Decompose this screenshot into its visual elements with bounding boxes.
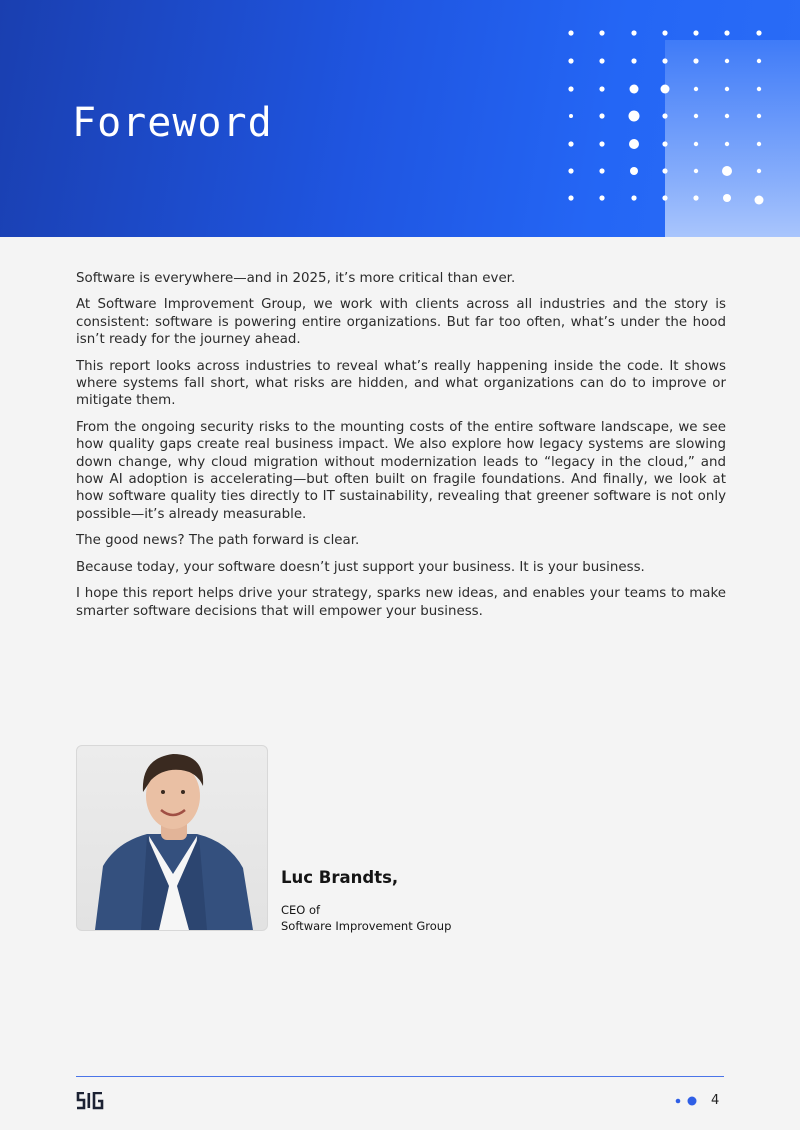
author-name: Luc Brandts,: [281, 868, 399, 887]
author-role-line1: CEO of: [281, 903, 321, 917]
paragraph: Because today, your software doesn’t just support your business. It is your business.: [76, 559, 645, 575]
page-title: Foreword: [72, 100, 273, 146]
paragraph: At Software Improvement Group, we work with clients across all industries and the story is consistent: software is powering entire organizations. But far too often, what’s under the hood isn’t ready for the journey ahead.: [76, 297, 726, 348]
author-photo: [76, 745, 268, 931]
header-banner: [0, 0, 800, 237]
author-role-line2: Software Improvement Group: [281, 918, 452, 933]
paragraph: The good news? The path forward is clear.: [76, 533, 360, 549]
footer-divider: [76, 1076, 724, 1077]
page-number: 4: [711, 1093, 720, 1108]
sig-logo: [76, 1092, 104, 1110]
foreword-body: [76, 270, 726, 629]
paragraph: I hope this report helps drive your strategy, sparks new ideas, and enables your teams to make smarter software decisions that will empower your business.: [76, 586, 726, 619]
author-role: [281, 903, 451, 934]
paragraph: From the ongoing security risks to the mounting costs of the entire software landscape, we see how quality gaps create real business impact. We also explore how legacy systems are slowing down change, why cloud migration without modernization leads to “legacy in the cloud,” and how AI adoption is accelerating—but often built on fragile foundations. And finally, we look at how software quality ties directly to IT sustainability, revealing that greener software is not only possible—it’s already measurable.: [76, 419, 726, 522]
page-indicator-dots: [674, 1095, 702, 1107]
paragraph: This report looks across industries to reveal what’s really happening inside the code. It shows where systems fall short, what risks are hidden, and what organizations can do to improve or mitigate them.: [76, 358, 726, 409]
paragraph: Software is everywhere—and in 2025, it’s more critical than ever.: [76, 271, 516, 286]
